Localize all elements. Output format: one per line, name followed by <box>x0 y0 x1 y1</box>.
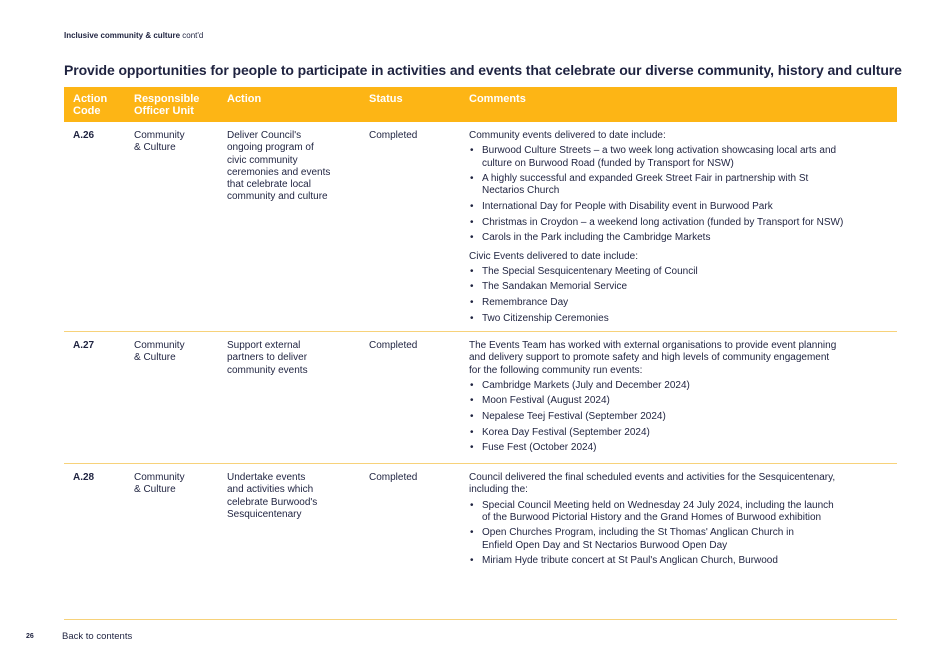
actions-table <box>64 87 897 584</box>
page-title: Provide opportunities for people to participate in activities and events that celebrate our diverse community, history and culture <box>64 62 902 78</box>
list-item: • Fuse Fest (October 2024) <box>469 442 894 454</box>
status-value: Completed <box>369 340 418 351</box>
status-value: Completed <box>369 130 418 141</box>
action-description: Support external partners to deliver community events <box>227 340 308 376</box>
list-item: • Special Council Meeting held on Wednesday 24 July 2024, including the launch of the Burwood Pictorial History and the Grand Homes of Burwood exhibition <box>469 500 894 525</box>
comments-intro: Community events delivered to date include: <box>469 130 666 141</box>
list-item: • Moon Festival (August 2024) <box>469 395 894 407</box>
col-header-unit: Responsible Officer Unit <box>134 93 200 117</box>
list-item: • Nepalese Teej Festival (September 2024) <box>469 411 894 423</box>
table-header <box>64 87 897 122</box>
comments-list-civic <box>469 266 894 325</box>
comments-list <box>469 500 894 568</box>
list-item: • Remembrance Day <box>469 297 894 309</box>
comments-list <box>469 145 894 244</box>
list-item: • A highly successful and expanded Greek Street Fair in partnership with St Nectarios Church <box>469 173 894 198</box>
action-code: A.26 <box>73 130 95 141</box>
col-header-status: Status <box>369 93 403 105</box>
comments <box>469 340 894 458</box>
list-item: • Open Churches Program, including the St Thomas' Anglican Church in Enfield Open Day and St Nectarios Burwood Open Day <box>469 527 894 552</box>
officer-unit: Community & Culture <box>134 340 185 364</box>
table-row <box>64 122 897 332</box>
comments-list <box>469 380 894 455</box>
col-header-code: Action Code <box>73 93 108 117</box>
action-description: Undertake events and activities which celebrate Burwood's Sesquicentenary <box>227 472 318 520</box>
officer-unit: Community & Culture <box>134 472 185 496</box>
comments-intro-civic: Civic Events delivered to date include: <box>469 250 638 262</box>
officer-unit: Community & Culture <box>134 130 185 154</box>
list-item: • The Special Sesquicentenary Meeting of Council <box>469 266 894 278</box>
list-item: • Carols in the Park including the Cambridge Markets <box>469 232 894 244</box>
list-item: • The Sandakan Memorial Service <box>469 281 894 293</box>
list-item: • Korea Day Festival (September 2024) <box>469 427 894 439</box>
list-item: • Two Citizenship Ceremonies <box>469 313 894 325</box>
list-item: • Cambridge Markets (July and December 2024) <box>469 380 894 392</box>
list-item: • Christmas in Croydon – a weekend long activation (funded by Transport for NSW) <box>469 217 894 229</box>
table-row <box>64 464 897 584</box>
col-header-action: Action <box>227 93 262 105</box>
list-item: • Burwood Culture Streets – a two week long activation showcasing local arts and culture on Burwood Road (funded by Transport for NSW) <box>469 145 894 170</box>
comments-intro: The Events Team has worked with external organisations to provide event planning and delivery support to promote safety and high levels of community engagement for the following community run events: <box>469 340 837 376</box>
action-code: A.28 <box>73 472 95 483</box>
action-code: A.27 <box>73 340 95 351</box>
action-description: Deliver Council's ongoing program of civic community ceremonies and events that celebrate local community and culture <box>227 130 331 203</box>
comments <box>469 472 894 571</box>
comments-intro: Council delivered the final scheduled events and activities for the Sesquicentenary, including the: <box>469 472 836 496</box>
section-name: Inclusive community & culture <box>64 31 181 40</box>
col-header-comments: Comments <box>469 93 526 105</box>
table-row <box>64 332 897 464</box>
section-suffix: cont'd <box>180 31 204 40</box>
status-value: Completed <box>369 472 418 483</box>
list-item: • Miriam Hyde tribute concert at St Paul's Anglican Church, Burwood <box>469 555 894 567</box>
list-item: • International Day for People with Disability event in Burwood Park <box>469 201 894 213</box>
back-to-contents-link[interactable]: Back to contents <box>62 631 133 642</box>
comments <box>469 130 894 328</box>
page-number: 26 <box>26 633 34 640</box>
running-header <box>64 31 203 40</box>
footer-divider <box>64 619 897 620</box>
